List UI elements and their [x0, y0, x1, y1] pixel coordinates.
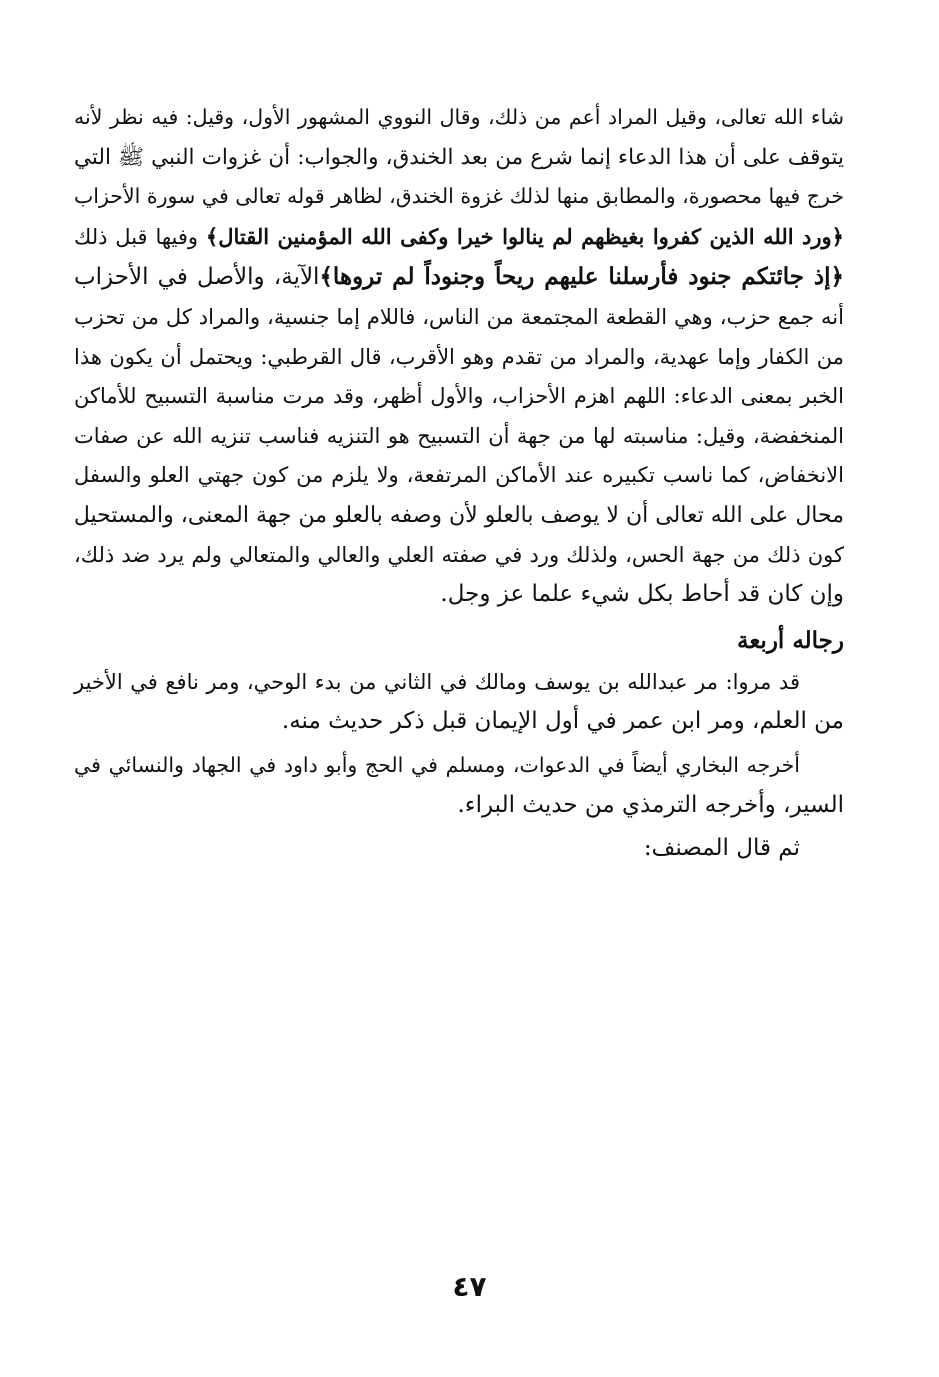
text-line: وإن كان قد أحاط بكل شيء علما عز وجل. — [440, 581, 844, 608]
text-line: أخرجه البخاري أيضاً في الدعوات، ومسلم في الحج وأبو داود في الجهاد والنسائي في — [74, 752, 800, 777]
text-fragment: وفيها قبل ذلك — [74, 224, 206, 249]
text-line: من الكفار وإما عهدية، والمراد من تقدم وهو الأقرب، قال القرطبي: ويحتمل أن يكون هذا — [74, 344, 844, 369]
paragraph-closing — [74, 829, 844, 869]
text-line: المنخفضة، وقيل: مناسبته لها من جهة أن التسبيح هو التنزيه فناسب تنزيه الله عن صفات — [74, 423, 844, 448]
page-body — [74, 98, 844, 869]
text-line: أنه جمع حزب، وهي القطعة المجتمعة من الناس، فاللام إما جنسية، والمراد كل من تحزب — [74, 304, 844, 329]
page-number: ٤٧ — [452, 1270, 487, 1303]
text-line: قد مروا: مر عبدالله بن يوسف ومالك في الثاني من بدء الوحي، ومر نافع في الأخير — [74, 669, 800, 694]
text-line: شاء الله تعالى، وقيل المراد أعم من ذلك، وقال النووي المشهور الأول، وقيل: فيه نظر لأنه — [74, 105, 844, 129]
text-line — [74, 257, 844, 298]
section-heading: رجاله أربعة — [736, 626, 844, 654]
text-line — [74, 217, 844, 258]
text-line: الخبر بمعنى الدعاء: اللهم اهزم الأحزاب، والأول أظهر، وقد مرت مناسبة التسبيح للأماكن — [74, 384, 844, 409]
text-line: من العلم، ومر ابن عمر في أول الإيمان قبل ذكر حديث منه. — [281, 708, 844, 735]
text-line: ثم قال المصنف: — [643, 835, 800, 862]
text-line: يتوقف على أن هذا الدعاء إنما شرع من بعد الخندق، والجواب: أن غزوات النبي ﷺ التي — [74, 144, 844, 170]
text-line: خرج فيها محصورة، والمطابق منها لذلك غزوة الخندق، لظاهر قوله تعالى في سورة الأحزاب — [74, 184, 844, 209]
paragraph-narrators — [74, 663, 844, 742]
text-line: السير، وأخرجه الترمذي من حديث البراء. — [457, 791, 844, 818]
text-line: الانخفاض، كما ناسب تكبيره عند الأماكن المرتفعة، ولا يلزم من كون جهتي العلو والسفل — [74, 463, 844, 488]
quran-quote: ﴿ورد الله الذين كفروا بغيظهم لم ينالوا خيرا وكفى الله المؤمنين القتال﴾ — [205, 223, 844, 249]
paragraph-commentary — [74, 98, 844, 615]
paragraph-sources — [74, 746, 844, 825]
text-line: كون ذلك من جهة الحس، ولذلك ورد في صفته العلي والعالي والمتعالي ولم يرد ضد ذلك، — [74, 542, 844, 567]
text-line: محال على الله تعالى أن لا يوصف بالعلو لأن وصفه بالعلو من جهة المعنى، والمستحيل — [73, 502, 844, 528]
quran-quote: ﴿إذ جائتكم جنود فأرسلنا عليهم ريحاً وجنوداً لم تروها﴾ — [319, 263, 844, 291]
text-fragment: الآية، والأصل في الأحزاب — [74, 264, 320, 291]
